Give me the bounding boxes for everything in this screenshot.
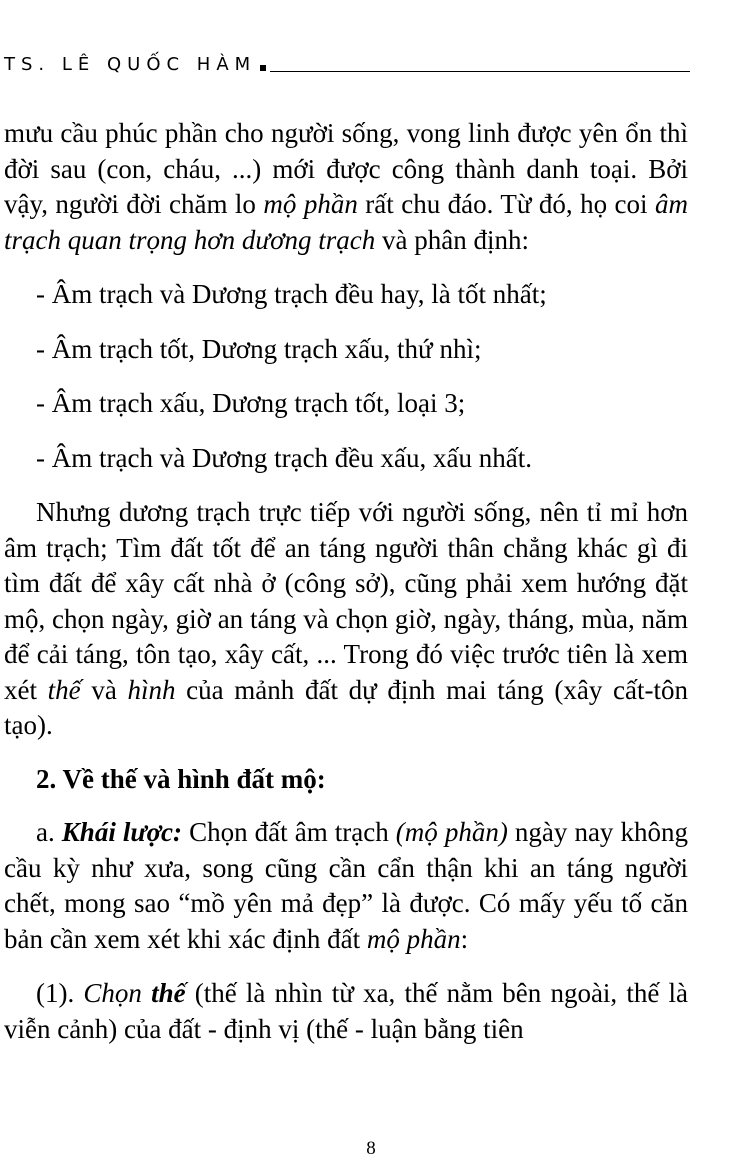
list-item: - Âm trạch và Dương trạch đều hay, là tốt nhất; (36, 279, 547, 309)
running-header (4, 56, 690, 74)
page-number: 8 (366, 1138, 376, 1159)
p3-italic-2: mộ phần (366, 923, 461, 954)
header-square-mark (260, 65, 266, 71)
p4-text-2: (thế là nhìn từ xa, thế nằm bên ngoài, thế là viễn cảnh) của đất - định vị (thế - luận bằng tiên (4, 978, 688, 1044)
running-head-author: TS. LÊ QUỐC HÀM (4, 54, 257, 75)
p2-text-3: của mảnh đất dự định mai táng (xây cất-tôn tạo). (4, 674, 688, 740)
p3-bold-italic-1: Khái lược: (61, 817, 183, 847)
p2-italic-1: thế (47, 674, 81, 705)
list-item: - Âm trạch và Dương trạch đều xấu, xấu nhất. (36, 442, 532, 473)
paragraph-1 (4, 116, 688, 258)
list-item: - Âm trạch tốt, Dương trạch xấu, thứ nhì; (36, 333, 482, 364)
header-rule (270, 71, 690, 72)
p3-text-3: ngày nay không cầu kỳ như xưa, song cũng cần cẩn thận khi an táng người chết, mong sao “mồ yên mả đẹp” là được. Có mấy yếu tố căn bản cần xem xét khi xác định đất (4, 817, 688, 954)
page-body (4, 116, 688, 1047)
p1-italic-2: âm trạch quan trọng hơn dương trạch (4, 189, 688, 255)
list-item: - Âm trạch xấu, Dương trạch tốt, loại 3; (36, 388, 466, 418)
paragraph-2 (4, 495, 688, 744)
p3-text-1: a. (36, 817, 62, 847)
p3-italic-1: (mộ phần) (395, 817, 508, 847)
p1-text-3: và phân định: (375, 224, 530, 255)
p4-bold-italic-1: thế (151, 978, 186, 1008)
p2-text-1: Nhưng dương trạch trực tiếp với người sống, nên tỉ mỉ hơn âm trạch; Tìm đất tốt để an táng người thân chẳng khác gì đi tìm đất để xây cất nhà ở (công sở), cũng phải xem hướng đặt mộ, chọn ngày, giờ an táng và chọn giờ, ngày, tháng, mùa, năm để cải táng, tôn tạo, xây cất, ... Trong đó việc trước tiên là xem xét (4, 497, 688, 705)
paragraph-4 (4, 976, 688, 1047)
p4-italic-1: Chọn (83, 978, 152, 1008)
p1-italic-1: mộ phần (263, 189, 358, 219)
p1-text-1: mưu cầu phúc phần cho người sống, vong linh được yên ổn thì đời sau (con, cháu, ...) mới được công thành danh toại. Bởi vậy, người đời chăm lo (4, 118, 688, 219)
p3-text-2: Chọn đất âm trạch (182, 817, 396, 847)
p4-text-1: (1). (36, 978, 84, 1008)
section-heading: 2. Về thế và hình đất mộ: (36, 763, 326, 794)
p1-text-2: rất chu đáo. Từ đó, họ coi (357, 189, 655, 219)
p3-text-4: : (460, 923, 469, 954)
p2-italic-2: hình (127, 674, 176, 705)
paragraph-3 (4, 815, 688, 957)
p2-text-2: và (80, 674, 128, 705)
